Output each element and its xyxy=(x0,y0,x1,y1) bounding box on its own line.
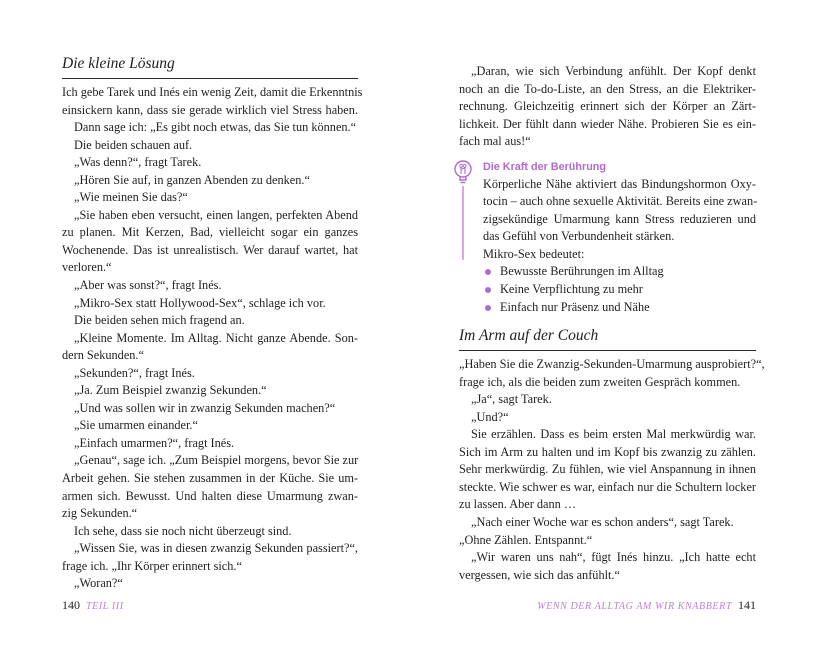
text-line: „Sekunden?“, fragt Inés. xyxy=(74,365,195,380)
bullet-item: Einfach nur Präsenz und Nähe xyxy=(483,299,756,317)
lightbulb-icon xyxy=(451,159,475,185)
text-line: „Und was sollen wir in zwanzig Sekunden machen?“ xyxy=(74,400,336,415)
text-line: Die beiden schauen auf. xyxy=(74,137,193,152)
text-line: „Nach einer Woche war es schon anders“, sagt Tarek. xyxy=(471,515,734,530)
bullet-item: Keine Verpflichtung zu mehr xyxy=(483,281,756,299)
text-line: frage ich, als die beiden zum zweiten Gespräch kommen. xyxy=(459,374,741,389)
text-line: „Wie meinen Sie das?“ xyxy=(74,190,188,205)
text-line: „Und?“ xyxy=(471,409,509,424)
text-line: fach mal aus!“ xyxy=(459,134,531,149)
text-line: noch an die To-do-Liste, an den Stress, an die Elektriker- xyxy=(459,81,756,96)
text-line: „Ja. Zum Beispiel zwanzig Sekunden.“ xyxy=(74,383,267,398)
text-line: Ich sehe, dass sie noch nicht überzeugt sind. xyxy=(74,523,292,538)
text-line: rechnung. Gleichzeitig erinnert sich der Körper an Zärt- xyxy=(459,99,756,114)
text-line: „Kleine Momente. Im Alltag. Nicht ganze Abende. Son- xyxy=(74,330,358,345)
left-body-text xyxy=(62,84,363,593)
info-box-content xyxy=(483,159,756,316)
text-line: „Wissen Sie, was in diesen zwanzig Sekunden passiert?“, xyxy=(74,541,358,556)
text-line: frage ich. „Ihr Körper erinnert sich.“ xyxy=(62,558,242,573)
text-line: „Sie haben eben versucht, einen langen, perfekten Abend xyxy=(74,207,358,222)
text-line: Die beiden sehen mich fragend an. xyxy=(74,313,245,328)
text-line: „Genau“, sage ich. „Zum Beispiel morgens, bevor Sie zur xyxy=(74,453,359,468)
text-line: Sehr merkwürdig. Zu fühlen, wie viel Anspannung in ihnen xyxy=(459,462,756,477)
text-line: verloren.“ xyxy=(62,260,112,275)
text-line: „Wir waren uns nah“, fügt Inés hinzu. „Ich hatte echt xyxy=(471,550,756,565)
text-line: „Was denn?“, fragt Tarek. xyxy=(74,155,202,170)
info-box-rule xyxy=(462,186,464,260)
text-line: lichkeit. Der fühlt dann wieder Nähe. Probieren Sie es ein- xyxy=(459,116,756,131)
right-body-text xyxy=(459,356,765,584)
info-box-text xyxy=(483,176,756,264)
info-box-line: zigsekündige Umarmung kann Stress reduzieren und xyxy=(483,211,756,226)
section-heading-die-kleine-loesung: Die kleine Lösung xyxy=(62,54,358,79)
text-line: „Woran?“ xyxy=(74,576,123,591)
page-number: 140 xyxy=(62,598,80,612)
text-line: Wochenende. Das ist unrealistisch. Wer darauf wartet, hat xyxy=(62,242,358,257)
right-intro-text xyxy=(459,63,756,151)
text-line: zu lassen. Aber dann … xyxy=(459,497,577,512)
text-line: Arbeit gehen. Sie stehen zusammen in der Küche. Sie um- xyxy=(62,471,358,486)
text-line: „Einfach umarmen?“, fragt Inés. xyxy=(74,435,235,450)
text-line: armen sich. Bewusst. Und halten diese Umarmung zwan- xyxy=(62,488,358,503)
info-box-title: Die Kraft der Berührung xyxy=(483,160,606,173)
info-box-line: tocin – auch ohne sexuelle Aktivität. Bereits eine zwan- xyxy=(483,194,758,209)
text-line: „Haben Sie die Zwanzig-Sekunden-Umarmung ausprobiert?“, xyxy=(459,357,765,372)
right-page xyxy=(406,0,812,648)
text-line: dern Sekunden.“ xyxy=(62,348,144,363)
text-line: Dann sage ich: „Es gibt noch etwas, das Sie tun können.“ xyxy=(74,120,357,135)
text-line: steckte. Wie schwer es war, einfach nur die Schultern locker xyxy=(459,479,756,494)
section-heading-im-arm-auf-der-couch: Im Arm auf der Couch xyxy=(459,326,756,351)
right-text-column xyxy=(459,63,765,584)
info-box-line: Körperliche Nähe aktiviert das Bindungshormon Oxy- xyxy=(483,176,756,191)
text-line: Sie erzählen. Dass es beim ersten Mal merkwürdig war. xyxy=(471,427,756,442)
text-line: Ich gebe Tarek und Inés ein wenig Zeit, damit die Erkenntnis xyxy=(62,85,363,99)
running-title: TEIL III xyxy=(86,601,124,612)
info-box-line: Mikro-Sex bedeutet: xyxy=(483,246,585,261)
running-title: WENN DER ALLTAG AM WIR KNABBERT xyxy=(537,601,732,612)
left-footer xyxy=(62,597,124,615)
text-line: „Mikro-Sex statt Hollywood-Sex“, schlage ich vor. xyxy=(74,295,326,310)
text-line: vergessen, wie sich das anfühlt.“ xyxy=(459,567,620,582)
left-text-column xyxy=(62,54,363,593)
info-box-bullet-list xyxy=(483,263,756,316)
info-box xyxy=(459,159,756,316)
left-page xyxy=(0,0,406,648)
text-line: zu planen. Mit Kerzen, Bad, vielleicht sogar ein ganzes xyxy=(62,225,358,240)
info-box-line: das Gefühl von Verbundenheit stärken. xyxy=(483,229,675,244)
text-line: „Aber was sonst?“, fragt Inés. xyxy=(74,278,222,293)
text-line: zig Sekunden.“ xyxy=(62,506,138,521)
text-line: „Hören Sie auf, in ganzen Abenden zu denken.“ xyxy=(74,172,310,187)
text-line: „Sie umarmen einander.“ xyxy=(74,418,198,433)
text-line: einsickern kann, dass sie gerade wirklich viel Stress haben. xyxy=(62,102,358,117)
bullet-item: Bewusste Berührungen im Alltag xyxy=(483,263,756,281)
right-footer xyxy=(537,597,756,615)
text-line: „Ohne Zählen. Entspannt.“ xyxy=(459,532,593,547)
text-line: „Daran, wie sich Verbindung anfühlt. Der Kopf denkt xyxy=(471,64,756,78)
text-line: „Ja“, sagt Tarek. xyxy=(471,392,552,407)
text-line: Sich im Arm zu halten und im Kopf bis zwanzig zu zählen. xyxy=(459,444,756,459)
page-number: 141 xyxy=(738,598,756,612)
